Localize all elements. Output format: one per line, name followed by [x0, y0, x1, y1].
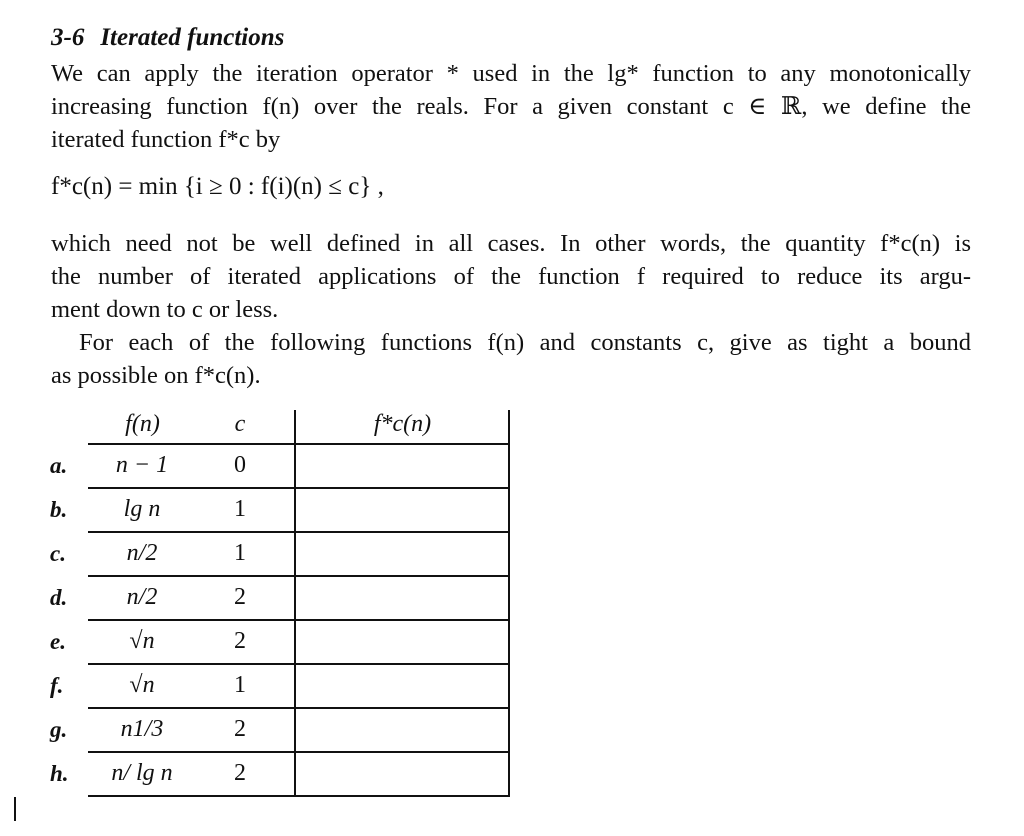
column-divider — [294, 410, 296, 797]
row-rule — [88, 751, 510, 753]
explanation-line-2: the number of iterated applications of the function f required to reduce its argu- — [51, 263, 971, 290]
answer-cell[interactable] — [298, 716, 506, 744]
table-right-border — [508, 410, 510, 797]
explanation-line-1: which need not be well defined in all cases. In other words, the quantity f*c(n) is — [51, 230, 971, 257]
header-answer: f*c(n) — [373, 411, 432, 437]
row-label: a. — [50, 453, 68, 478]
row-rule — [88, 487, 510, 489]
function-cell: √n — [129, 672, 155, 698]
section-number: 3-6 — [51, 24, 85, 51]
explanation-line-3: ment down to c or less. — [51, 296, 279, 323]
constant-cell: 2 — [234, 716, 246, 742]
function-cell: n/2 — [126, 540, 158, 566]
function-cell: n − 1 — [115, 452, 169, 478]
header-c: c — [234, 411, 246, 437]
function-cell: lg n — [123, 496, 161, 522]
answer-cell[interactable] — [298, 672, 506, 700]
intro-line-2: increasing function f(n) over the reals. For a given constant c ∈ ℝ, we define the — [51, 93, 971, 120]
constant-cell: 2 — [234, 760, 246, 786]
text-cursor — [14, 797, 16, 821]
row-label: d. — [50, 585, 68, 610]
answer-cell[interactable] — [298, 760, 506, 788]
function-cell: n/2 — [126, 584, 158, 610]
constant-cell: 2 — [234, 628, 246, 654]
answer-cell[interactable] — [298, 496, 506, 524]
answer-cell[interactable] — [298, 452, 506, 480]
function-cell: n1/3 — [120, 716, 164, 742]
row-label: c. — [50, 541, 66, 566]
instruction-line-1: For each of the following functions f(n) and constants c, give as tight a bound — [79, 329, 971, 356]
intro-paragraph — [51, 57, 971, 156]
row-rule — [88, 531, 510, 533]
answer-cell[interactable] — [298, 584, 506, 612]
instruction-paragraph — [51, 326, 971, 392]
intro-line-3: iterated function f*c by — [51, 126, 281, 153]
header-rule — [88, 443, 510, 445]
row-rule — [88, 795, 510, 797]
row-label: b. — [50, 497, 68, 522]
section-heading — [51, 24, 284, 52]
instruction-line-2: as possible on f*c(n). — [51, 362, 261, 389]
definition-formula: f*c(n) = min {i ≥ 0 : f(i)(n) ≤ c} , — [51, 173, 384, 200]
constant-cell: 2 — [234, 584, 246, 610]
row-label: f. — [50, 673, 64, 698]
header-fn: f(n) — [125, 411, 160, 437]
function-cell: √n — [129, 628, 155, 654]
row-rule — [88, 663, 510, 665]
constant-cell: 1 — [234, 540, 246, 566]
intro-line-1: We can apply the iteration operator * used in the lg* function to any monotonically — [51, 60, 971, 87]
constant-cell: 0 — [234, 452, 246, 478]
row-label: h. — [50, 761, 69, 786]
row-rule — [88, 619, 510, 621]
constant-cell: 1 — [234, 672, 246, 698]
row-rule — [88, 707, 510, 709]
row-rule — [88, 575, 510, 577]
constant-cell: 1 — [234, 496, 246, 522]
row-label: e. — [50, 629, 66, 654]
section-title: Iterated functions — [100, 24, 285, 51]
row-label: g. — [50, 717, 68, 742]
answer-cell[interactable] — [298, 628, 506, 656]
function-cell: n/ lg n — [111, 760, 173, 786]
answer-cell[interactable] — [298, 540, 506, 568]
explanation-paragraph — [51, 227, 971, 326]
